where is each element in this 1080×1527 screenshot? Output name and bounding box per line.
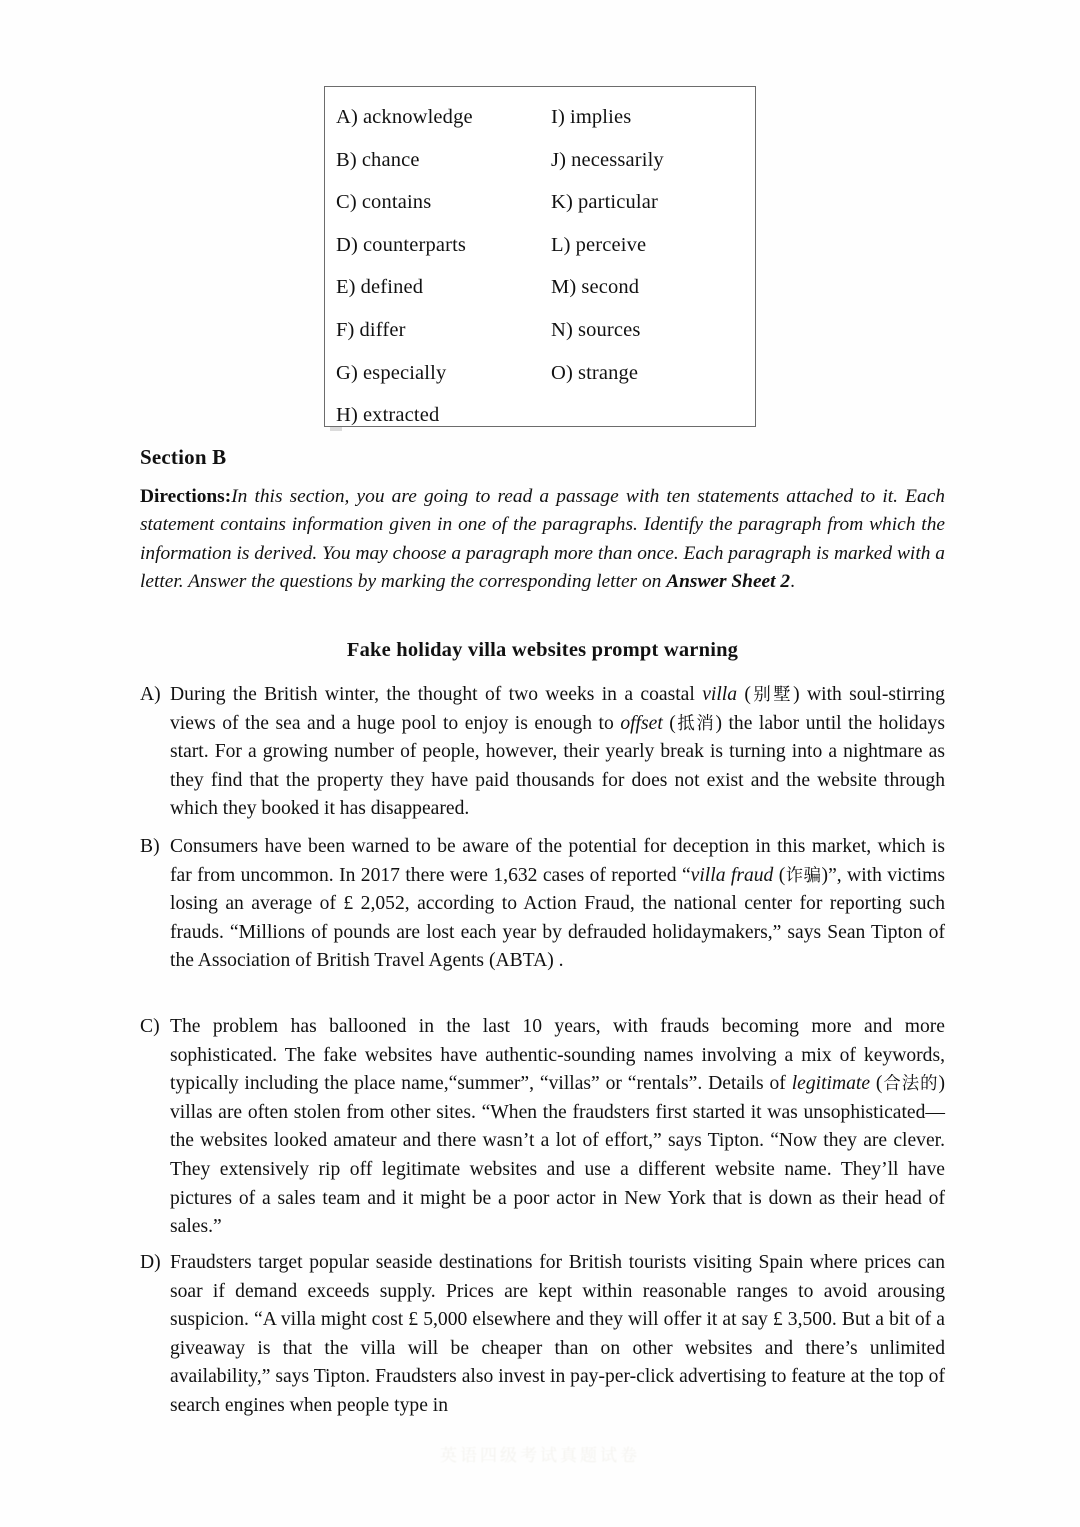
word-bank-word: defined	[360, 276, 424, 299]
word-bank-word: necessarily	[571, 148, 664, 171]
italic-term: legitimate	[791, 1073, 871, 1095]
word-bank-word: strange	[577, 361, 639, 384]
word-bank-item	[551, 266, 664, 309]
article-paragraph	[140, 681, 945, 824]
word-bank-word: counterparts	[362, 233, 467, 256]
paragraph-text	[170, 1016, 945, 1237]
word-bank-letter: G)	[336, 361, 358, 384]
word-bank-letter: K)	[551, 191, 573, 214]
chinese-gloss: 别墅	[750, 685, 794, 705]
word-bank-word: implies	[569, 106, 632, 128]
text-run: (	[662, 712, 676, 734]
word-bank-word: extracted	[362, 404, 440, 427]
word-bank-word: differ	[359, 318, 406, 341]
text-run: (	[870, 1073, 883, 1095]
paragraph-marker: A)	[140, 684, 161, 705]
directions-period: .	[790, 571, 795, 593]
article-paragraph	[140, 833, 945, 976]
text-run: Consumers have been warned to be aware of the potential for deception in this market, which is far from uncommon. In 2017 there were 1,632 cases of reported “	[170, 836, 945, 886]
word-bank-item	[551, 139, 664, 182]
word-bank-word: acknowledge	[362, 106, 473, 128]
word-bank-item	[551, 181, 664, 224]
paragraph-text	[170, 836, 945, 971]
text-run: )”, with victims losing an average of £ 2,052, according to Action Fraud, the national center for reporting such frauds. “Millions of pounds are lost each year by defrauded holidaymakers,” says Sean Tipton of the Association of British Travel Agents (ABTA) .	[170, 864, 945, 972]
paragraph-marker: B)	[140, 836, 160, 857]
italic-term: villa	[702, 684, 738, 705]
text-run: ) the labor until the holidays start. For a growing number of people, however, their yearly break is turning into a nightmare as they find that the property they have paid thousands for does not exist and the website through which they booked it has disappeared.	[170, 712, 945, 820]
word-bank-item	[336, 309, 473, 352]
word-bank-letter: A)	[336, 106, 358, 128]
word-bank-column-right	[551, 96, 664, 394]
word-bank-letter: N)	[551, 318, 573, 341]
scan-artifact	[330, 427, 342, 431]
section-heading: Section B	[140, 445, 227, 469]
word-bank-word: chance	[361, 148, 420, 171]
word-bank-word: especially	[362, 361, 447, 384]
word-bank-item	[551, 352, 664, 395]
word-bank-item	[336, 139, 473, 182]
answer-sheet-reference: Answer Sheet 2	[666, 571, 791, 593]
word-bank-letter: B)	[336, 148, 357, 171]
word-bank-letter: H)	[336, 404, 358, 427]
paragraph-text	[170, 684, 945, 819]
paragraph-text	[170, 1252, 945, 1416]
page-watermark: 英语四级考试真题试卷	[440, 1446, 640, 1466]
word-bank-letter: D)	[336, 233, 358, 256]
text-run: During the British winter, the thought of two weeks in a coastal	[170, 684, 703, 705]
paragraph-marker: C)	[140, 1016, 160, 1037]
word-bank-letter: O)	[551, 361, 573, 384]
text-run: (	[773, 864, 786, 886]
word-bank-item	[336, 352, 473, 395]
text-run: Fraudsters target popular seaside destinations for British tourists visiting Spain where prices can soar if demand exceeds supply. Prices are kept within reasonable ranges to avoid arousing suspicion. “A villa might cost £ 5,000 elsewhere and they will offer it at say £ 3,500. But a bit of a giveaway is that the villa will be cheaper than on other websites and there’s unlimited availability,” says Tipton. Fraudsters also invest in pay-per-click advertising to feature at the top of search engines when people type in	[170, 1252, 945, 1416]
word-bank-item	[551, 96, 664, 139]
word-bank-word: second	[581, 276, 640, 299]
word-bank-item	[336, 266, 473, 309]
word-bank-letter: C)	[336, 191, 357, 214]
article-title: Fake holiday villa websites prompt warning	[346, 639, 739, 661]
paragraph-marker: D)	[140, 1252, 161, 1273]
article-paragraph	[140, 1013, 945, 1242]
word-bank-word: contains	[361, 191, 432, 214]
article-paragraph	[140, 1249, 945, 1421]
word-bank-word: sources	[577, 318, 641, 341]
word-bank-letter: F)	[336, 318, 355, 341]
word-bank-letter: I)	[551, 106, 565, 128]
italic-term: villa fraud	[690, 864, 774, 886]
text-run: ) villas are often stolen from other sites. “When the fraudsters first started it was unsophisticated—the websites looked amateur and there wasn’t a lot of effort,” says Tipton. “Now they are clever. They extensively rip off legitimate websites and use a different website name. They’ll have pictures of a sales team and it might be a poor actor in New York that is down as their head of sales.”	[170, 1073, 945, 1238]
text-run: The problem has ballooned in the last 10 years, with frauds becoming more and more sophisticated. The fake websites have authentic-sounding names involving a mix of keywords, typically including the place name,“summer”, “villas” or “rentals”. Details of	[170, 1016, 945, 1095]
directions-label: Directions:	[140, 486, 232, 507]
word-bank-item	[551, 224, 664, 267]
text-run: (	[737, 684, 751, 705]
word-bank-letter: J)	[551, 148, 567, 171]
directions-block	[140, 483, 945, 597]
word-bank-word: perceive	[575, 233, 647, 256]
word-bank-letter: E)	[336, 276, 356, 299]
chinese-gloss: 诈骗	[785, 865, 822, 886]
word-bank-box	[324, 86, 756, 427]
word-bank-letter: M)	[551, 276, 577, 299]
directions-body: In this section, you are going to read a passage with ten statements attached to it. Each statement contains information given in one of the paragraphs. Identify the paragraph from which the information is derived. You may choose a paragraph more than once. Each paragraph is marked with a letter. Answer the questions by marking the corresponding letter on	[140, 486, 945, 593]
word-bank-item	[336, 394, 473, 437]
word-bank-letter: L)	[551, 233, 571, 256]
text-run: ) with soul-stirring views of the sea and a huge pool to enjoy is enough to	[170, 684, 945, 734]
word-bank-item	[336, 181, 473, 224]
chinese-gloss: 抵消	[675, 713, 716, 734]
word-bank-column-left	[336, 96, 473, 437]
chinese-gloss: 合法的	[882, 1074, 939, 1095]
word-bank-item	[336, 96, 473, 139]
italic-term: offset	[620, 712, 663, 734]
word-bank-item	[551, 309, 664, 352]
word-bank-item	[336, 224, 473, 267]
word-bank-word: particular	[577, 191, 658, 214]
